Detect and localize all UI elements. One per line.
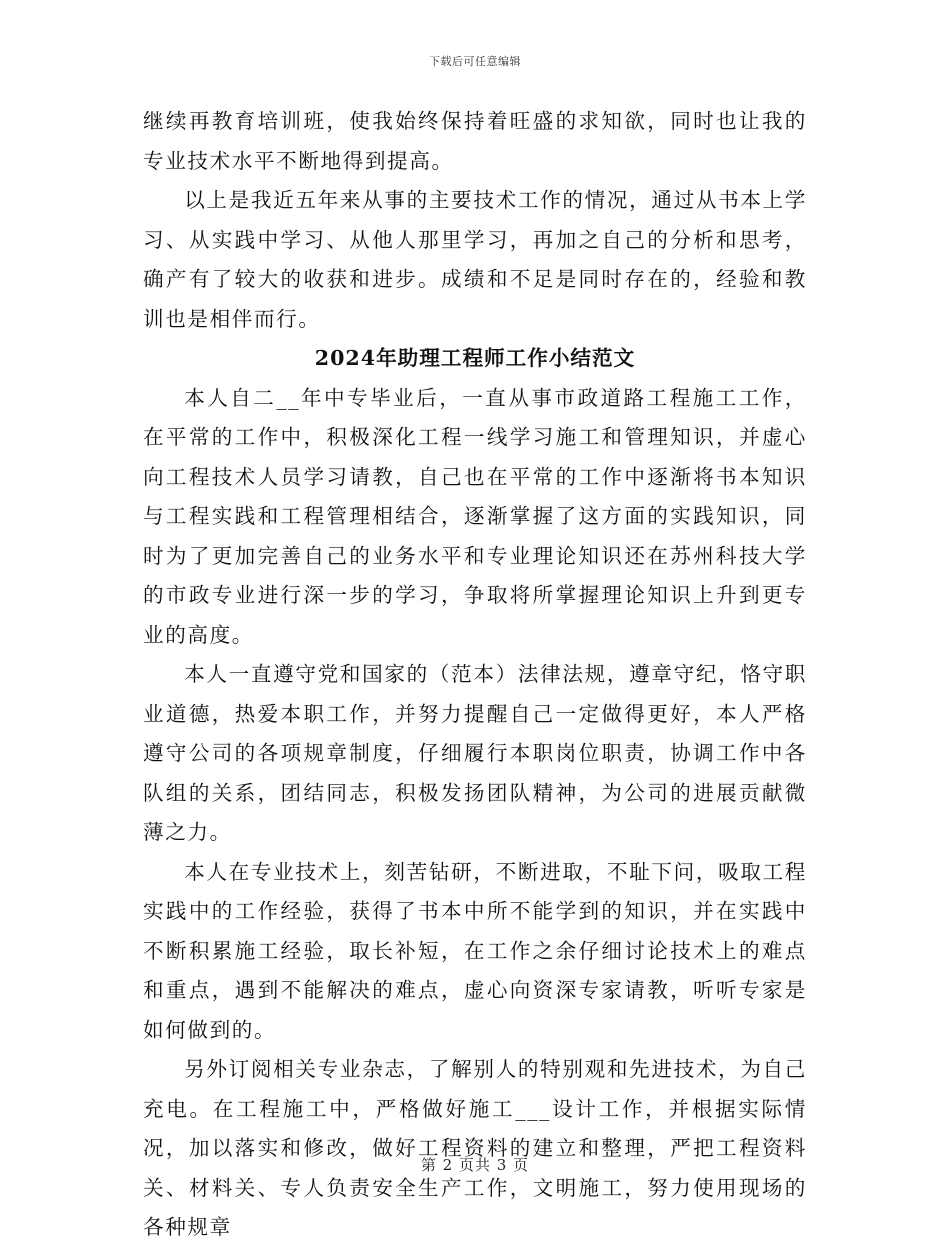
document-body <box>143 102 807 1248</box>
page-header: 下载后可任意编辑 <box>429 55 521 68</box>
page-number: 第 2 页共 3 页 <box>420 1156 530 1174</box>
paragraph-background: 本人自二__年中专毕业后，一直从事市政道路工程施工工作，在平常的工作中，积极深化工程一线学习施工和管理知识，并虚心向工程技术人员学习请教，自己也在平常的工作中逐渐将书本知识与工程实践和工程管理相结合，逐渐掌握了这方面的实践知识，同时为了更加完善自己的业务水平和专业理论知识还在苏州科技大学的市政专业进行深一步的学习，争取将所掌握理论知识上升到更专业的高度。 <box>143 385 807 647</box>
paragraph-technical: 本人在专业技术上，刻苦钻研，不断进取，不耻下问，吸取工程实践中的工作经验，获得了书本中所不能学到的知识，并在实践中不断积累施工经验，取长补短，在工作之余仔细讨论技术上的难点和重点，遇到不能解决的难点，虚心向资深专家请教，听听专家是如何做到的。 <box>143 859 807 1042</box>
paragraph-continuation: 继续再教育培训班，使我始终保持着旺盛的求知欲，同时也让我的专业技术水平不断地得到提高。 <box>143 109 807 173</box>
paragraph-conduct: 本人一直遵守党和国家的（范本）法律法规，遵章守纪，恪守职业道德，热爱本职工作，并努力提醒自己一定做得更好，本人严格遵守公司的各项规章制度，仔细履行本职岗位职责，协调工作中各队组的关系，团结同志，积极发扬团队精神，为公司的进展贡献微薄之力。 <box>143 662 807 844</box>
section-title: 2024年助理工程师工作小结范文 <box>314 346 636 370</box>
paragraph-additional: 另外订阅相关专业杂志，了解别人的特别观和先进技术，为自己充电。在工程施工中，严格做好施工___设计工作，并根据实际情况，加以落实和修改，做好工程资料的建立和整理，严把工程资料关、材料关、专人负责安全生产工作，文明施工，努力使用现场的各种规章 <box>143 1057 807 1239</box>
paragraph-summary: 以上是我近五年来从事的主要技术工作的情况，通过从书本上学习、从实践中学习、从他人那里学习，再加之自己的分析和思考，确产有了较大的收获和进步。成绩和不足是同时存在的，经验和教训也是相伴而行。 <box>143 188 807 331</box>
